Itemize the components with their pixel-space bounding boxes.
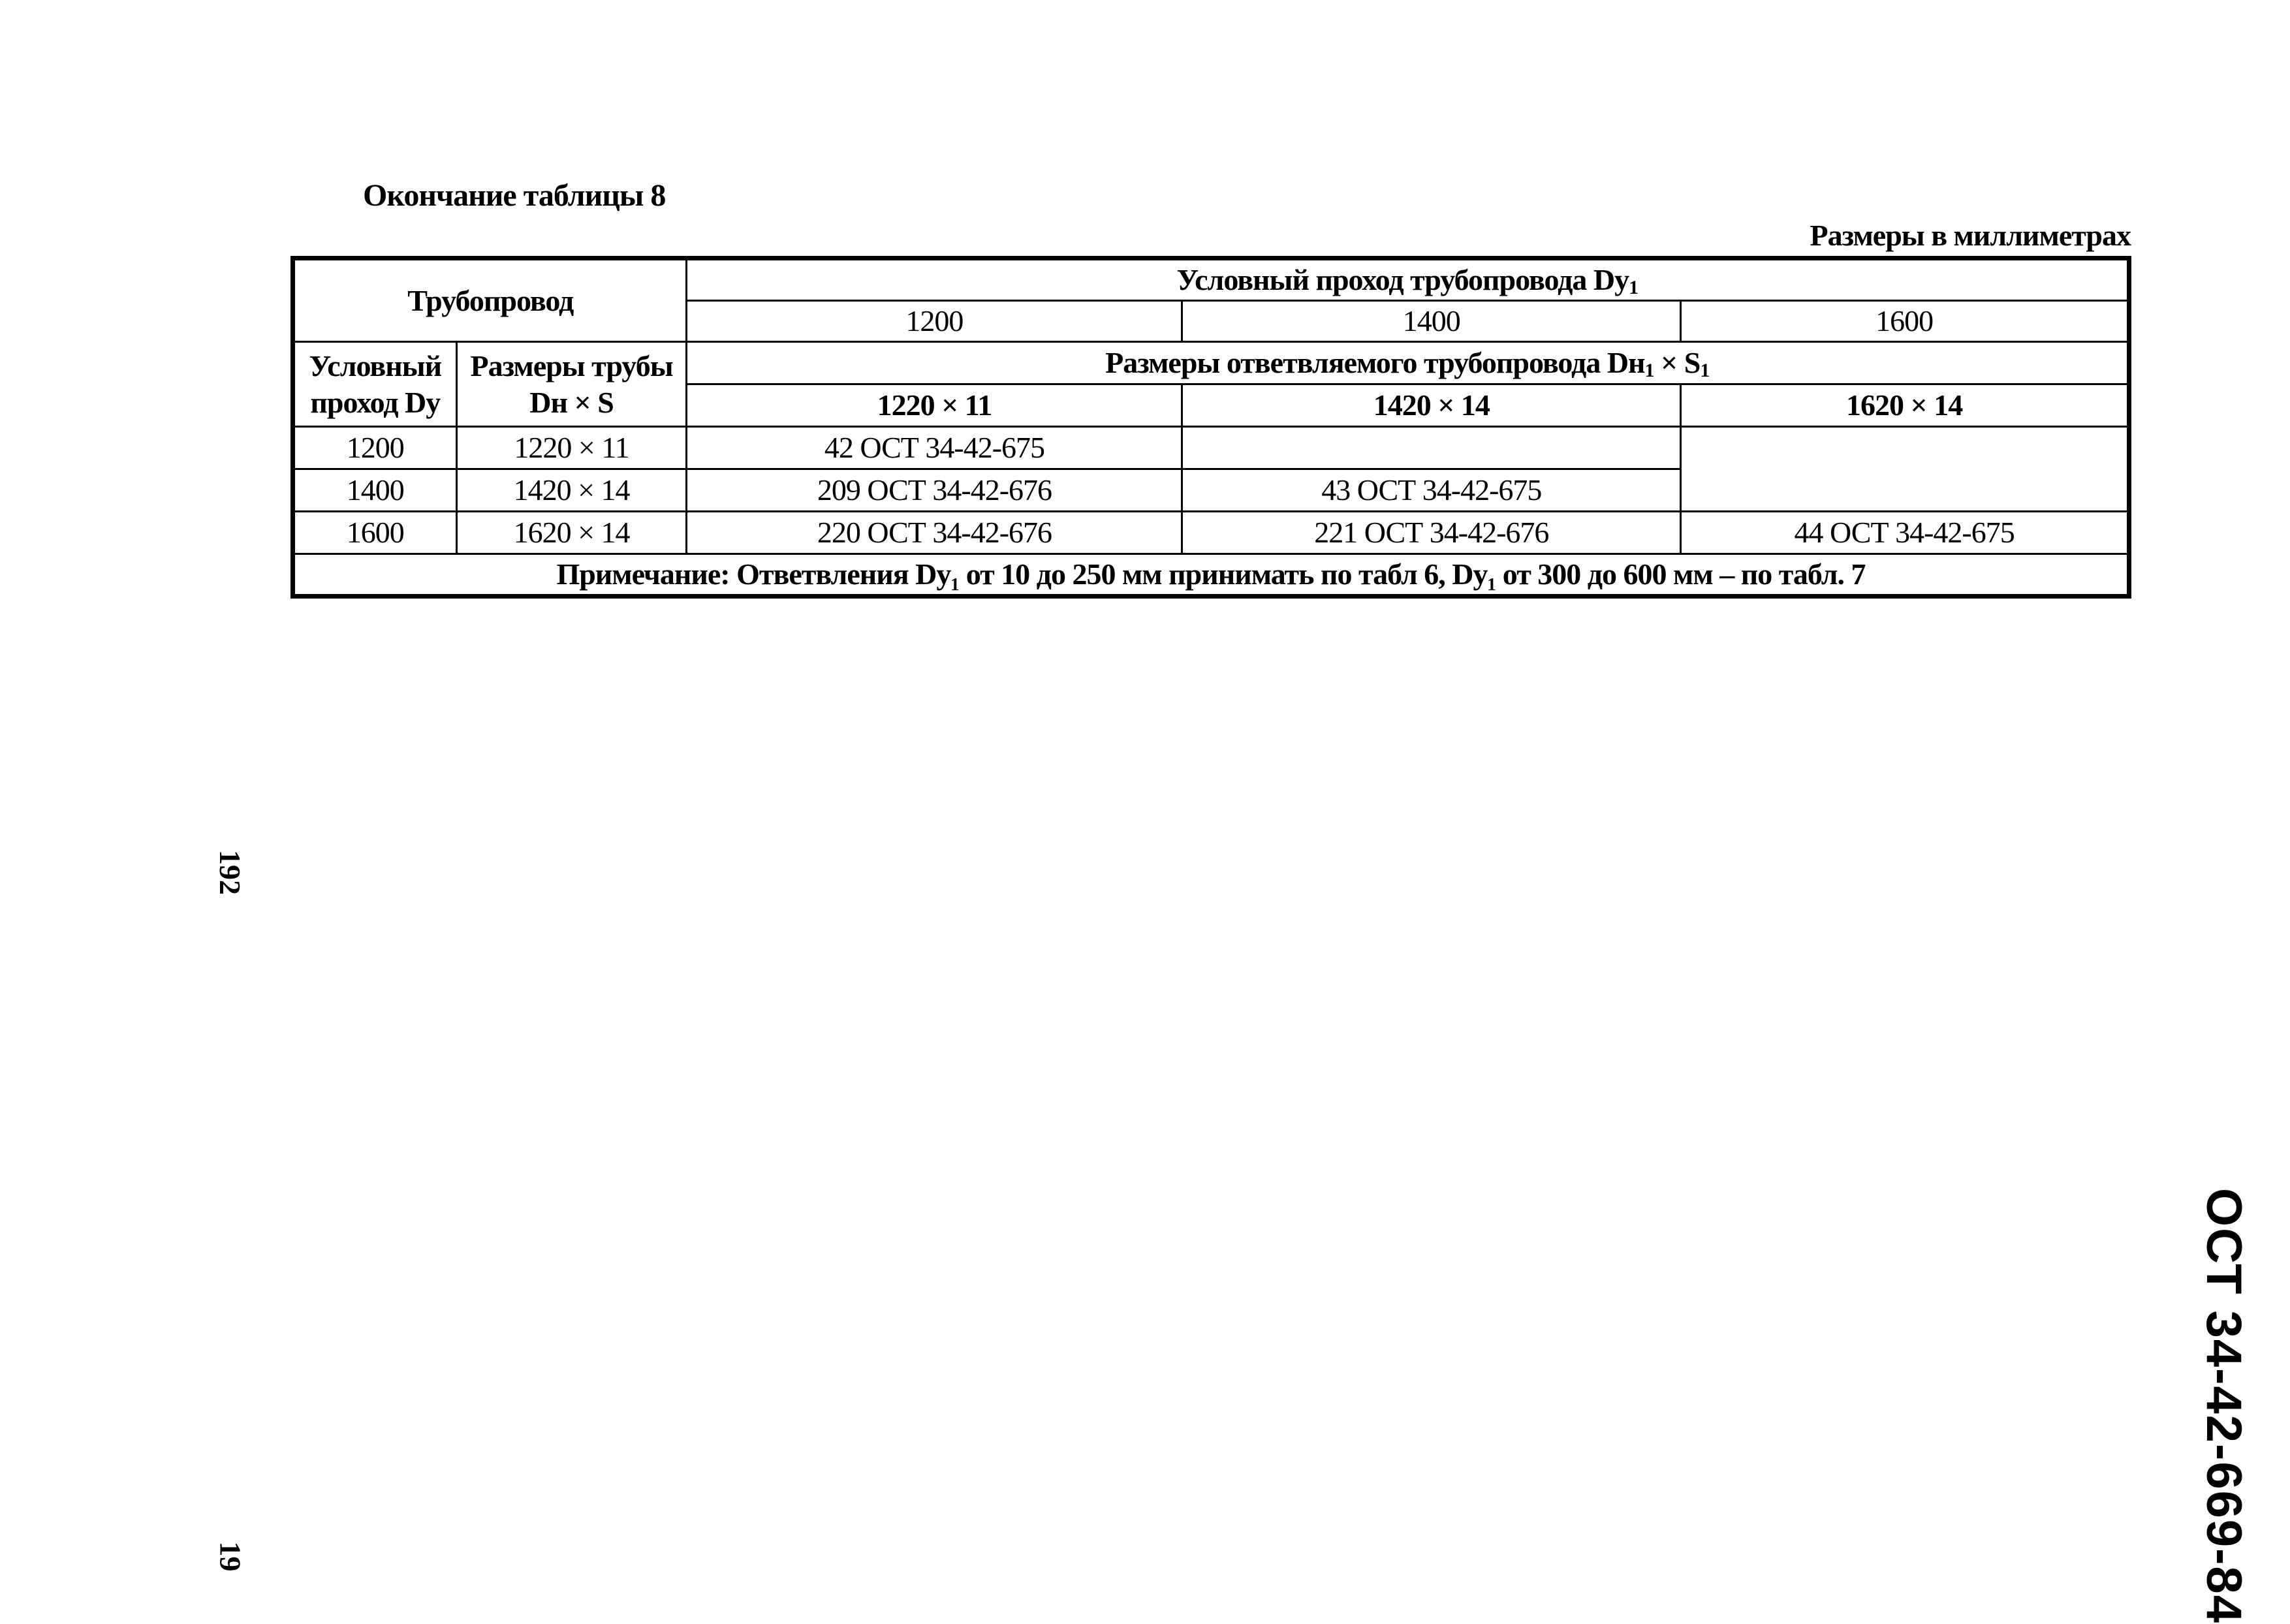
row-cell: 44 ОСТ 34-42-675	[1681, 512, 2129, 554]
header-branch-1420: 1420 × 14	[1182, 384, 1681, 427]
header-col-pipe-size: Размеры трубы Dн × S	[456, 342, 687, 427]
row-cell: 43 ОСТ 34-42-675	[1182, 469, 1681, 512]
row-cell: 221 ОСТ 34-42-676	[1182, 512, 1681, 554]
table-note: Примечание: Ответвления Dy₁ от 10 до 250 мм принимать по табл 6, Dy₁ от 300 до 600 мм – по табл. 7	[293, 554, 2129, 597]
header-branch-1220: 1220 × 11	[687, 384, 1182, 427]
header-col-nominal: Условный проход Dy	[293, 342, 457, 427]
document-code: ОСТ 34-42-669-84	[2196, 1188, 2251, 1624]
row-cell	[1182, 427, 1681, 469]
header-nominal-1400: 1400	[1182, 301, 1681, 342]
units-note: Размеры в миллиметрах	[1810, 219, 2131, 252]
page-number-bottom: 19	[213, 1541, 247, 1572]
table-caption: Окончание таблицы 8	[363, 178, 666, 213]
table-row	[293, 427, 2129, 469]
row-size: 1620 × 14	[456, 512, 687, 554]
table-row	[293, 512, 2129, 554]
row-size: 1420 × 14	[456, 469, 687, 512]
row-dy: 1200	[293, 427, 457, 469]
row-cell-empty	[1681, 427, 2129, 512]
row-size: 1220 × 11	[456, 427, 687, 469]
row-cell: 220 ОСТ 34-42-676	[687, 512, 1182, 554]
header-nominal-1600: 1600	[1681, 301, 2129, 342]
header-branch-1620: 1620 × 14	[1681, 384, 2129, 427]
row-cell: 42 ОСТ 34-42-675	[687, 427, 1182, 469]
row-cell: 209 ОСТ 34-42-676	[687, 469, 1182, 512]
header-nominal-bore: Условный проход трубопровода $Dy_1$	[687, 258, 2129, 301]
header-pipeline: Трубопровод	[293, 258, 687, 342]
pipe-table	[290, 256, 2131, 599]
page-number-top: 192	[213, 850, 247, 895]
header-nominal-1200: 1200	[687, 301, 1182, 342]
header-branch-size: Размеры ответвляемого трубопровода $Dн_1 \times S_1$	[687, 342, 2129, 384]
row-dy: 1400	[293, 469, 457, 512]
row-dy: 1600	[293, 512, 457, 554]
